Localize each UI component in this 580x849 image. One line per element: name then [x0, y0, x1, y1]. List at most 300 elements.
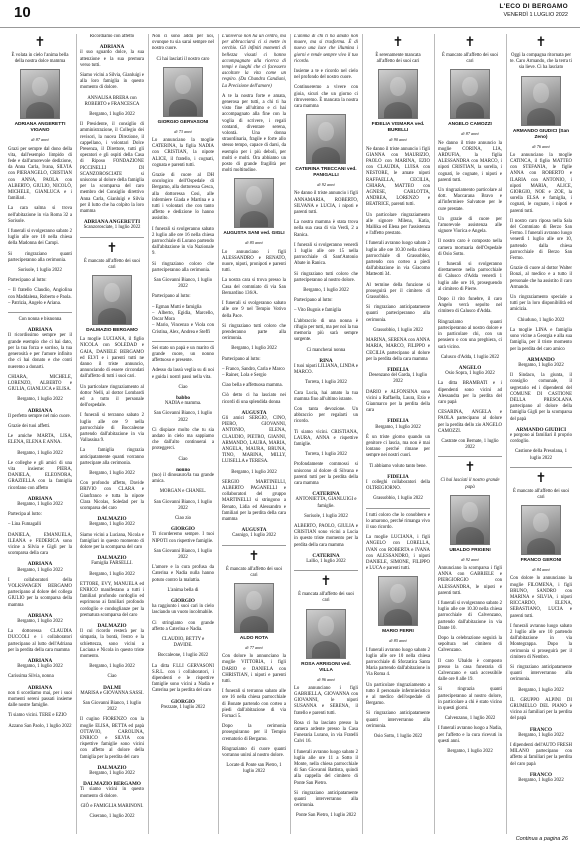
obituary-text: Con dolore lo annunciano la moglie FILOMENA, i figli BRUNO, SANDRO con MARINA e SILVIA, i nipoti RICCARDO, ELENA, SEBASTIANO, LUCIA e parenti tutti.	[510, 576, 572, 619]
condolence-list: – Egman Mutti e famiglia – Alberto, Egidia, Marcello, Oscar Mora – Mario, Vincenzo e Viola con Cristina, Alex, Andrea e Steffi	[152, 304, 214, 335]
deceased-age: di 85 anni	[245, 240, 263, 246]
deceased-name: FRANCO GERONI	[520, 558, 562, 564]
place-date: San Giovanni Bianco, 1 luglio 2022	[153, 278, 213, 290]
cross-icon: ✝	[106, 240, 118, 256]
notice-text: Con nonna e bisnonna	[18, 317, 62, 323]
notice-text: e porgono ai familiari il proprio cordoglio.	[510, 432, 572, 445]
condolence-label: Partecipa al lutto:	[8, 512, 42, 518]
notice-name: ADRIANA	[27, 327, 53, 334]
notice-name: DALMAZIO	[97, 764, 127, 771]
notice-text: La ditta F.LLI GERVASONI S.R.L. con i collaboratori, i dipendenti e le rispettive famiglie sono vicini a Nadia e Caterina per la perdita del caro	[152, 663, 214, 694]
obituary-text: La moglie LUCIANA, il figlio NICOLA con SOLEDAD e GAIA, DANIELE BERGAMO ed ELVI e i parenti tutti ne danno il triste annuncio, annunciando di essere circondati dall'affetto di tutti i suoi cari.	[80, 337, 144, 380]
obituary-text: Il caro Ubaldo è composto presso la casa funeraria di Calvenzano e sarà accessibile dalle ore 8 alle 19.	[438, 658, 502, 683]
obituary-text: I funerali si svolgeranno venerdì 1 luglio alle ore 15 nella parrocchiale di Sant'Antonio Abate in Ranica.	[294, 242, 358, 267]
condolence-label: Partecipano al lutto:	[222, 356, 261, 362]
obituary-quote: L'anima di chi ti ha amato non muore, ma si trasforma. È di nuovo una luce che illumina i giorni e rende sempre vivo il tuo ricordo.	[294, 34, 358, 64]
obituary-quote: L'universo non ha un centro, ma per abbracciarsi ci si mette in cerchio. Gli infiniti momenti di bellezza vissuti ci hanno accompagnato alla ricerca di tempi e luoghi che ci facessero ascoltare la vita come un respiro. (Da Chandra Candiani, La Precisione dell'amore)	[222, 34, 286, 89]
notice-name: nonno	[176, 466, 190, 473]
cross-icon: ✝	[464, 35, 476, 50]
obituary-text: Ringraziamo di cuore quanti vorranno unirsi al nostro dolore.	[222, 746, 286, 759]
deceased-photo	[234, 583, 274, 633]
deceased-name: ROSA ARRIGONI ved. VILLA	[301, 661, 351, 673]
place-date: San Giovanni Bianco, 1 luglio 2022	[153, 499, 213, 511]
notice-text: Le colleghe e gli amici di una vita insieme: PIERA, DANIELA, ELEONORA, GRAZIELLA con la famiglia ricordano con affetto	[8, 460, 72, 491]
deceased-age: di 85 anni	[389, 638, 407, 644]
obituary-text: I funerali si svolgeranno sabato alle ore 9 nel Tempio Votivo della Pace.	[222, 301, 286, 319]
obituary-intro: È mancato all'affetto dei suoi cari	[84, 258, 140, 270]
notice-text: Ciao zio	[174, 515, 192, 521]
notice-text: L'amore e la cura profusa da Caterina e Nadia nulla hanno potuto contro la malattia.	[152, 565, 214, 583]
obituary-text: Il nostro caro è composto nella camera mortuaria dell'Ospedale di Osio Sotto.	[438, 239, 502, 257]
deceased-photo	[92, 275, 132, 325]
notice-name: GIORGIO	[171, 598, 195, 604]
notice-name: RINA	[319, 357, 333, 364]
obituary-text: Dopo la cerimonia proseguiranno per il Tempio crematorio di Bergamo.	[222, 724, 286, 742]
place-date: Torreta, 1 luglio 2022	[305, 380, 347, 386]
obituary-intro: Ci hai lasciati il nostro caro	[156, 56, 210, 62]
continuation-note: Continua a pagina 26	[515, 836, 568, 842]
condolence-label: Partecipano al lutto:	[294, 298, 333, 304]
notice-name: FIDELIA	[387, 473, 409, 480]
obituary-text: Grazi per sempre dal dono della vita, dall'esempio limpido di fede e dall'amorevole dedizione, da Anna Carla, Ivana, SILVIA con PIERANGELO, CRISTIAN con ANNA, PAOLA con ALBERTO, GIULIO, NICOLÒ, MICHELE, GIANLUCA e i familiari.	[8, 146, 72, 202]
place-date: Bergamo, 1 luglio 2022	[375, 424, 421, 430]
obituary-text: Ringraziamo quanti parteciperanno al nostro dolore e in particolare chi, con un pensiero o con una preghiera, ci sarà vicino.	[438, 319, 502, 350]
place-date: Locate di Ponte san Pietro, 1 luglio 2022	[226, 763, 282, 775]
place-date: San Giovanni Bianco, 1 luglio 2022	[153, 548, 213, 560]
notice-text: Ti siamo vicini. CRISTIANA, LAURA, ANNA e rispettive famiglie.	[294, 429, 358, 447]
place-date: Ponte San Pietro, 1 luglio 2022	[296, 813, 356, 819]
notice-text: Gli amici SERGIO, CINO, PIERO, GIOVANNI, ANTONIO, ELENA, CLAUDIO, PIETRO, GIANNI, ARMANDO, LAURA, MARIA, ANGELA, MAURA, BRUNA, TINO, MARINA, MILLY, LUISELLA e TERESA.	[222, 415, 286, 465]
obituary-text: Dopo la celebrazione seguirà la sepoltura nel cimitero di Calvenzano.	[438, 635, 502, 654]
notice-text: Il ricordissimo sempre per il grande esempio che ci hai dato, per la tua forza e sorriso, la tua generosità e per l'amore infinito che ci hai donato e che conti nueremo a donarti.	[8, 333, 72, 370]
divider	[438, 456, 502, 457]
obituary-text: Ne danno il triste annuncio la moglie CORINA, LIA, ARDUFIA, la figlia ALESSANDRA con MARCO, i nipoti CRISTIAN, la sorella, i cognati, le cognate, i nipoti e parenti tutti.	[438, 140, 502, 183]
place-date: Bergamo, 1 luglio 2022	[447, 749, 493, 755]
deceased-age: di 87 anni	[461, 131, 479, 137]
obituary-text: Un ringraziamento speciale a tutti per la loro disponibilità ed amicizia.	[510, 295, 572, 313]
notice-text: È un triste giorno quando un genitore ci lascia, ma non è mai lontano perché rimane per sempre nei nostri cuori.	[366, 434, 430, 459]
divider	[510, 467, 572, 468]
notice-text: Le amiche MARTA, LISA, ELENA, ELENA E ANNA.	[8, 434, 72, 446]
deceased-photo	[20, 69, 60, 119]
notice-name: ADRIANA	[27, 658, 53, 665]
deceased-age: di 87 anni	[31, 137, 49, 143]
deceased-photo	[306, 609, 346, 659]
place-date: Torreta, 1 luglio 2022	[305, 452, 347, 458]
place-date: Bergamo, 1 luglio 2022	[231, 346, 277, 352]
place-date: Castrate con Bernate, 1 luglio 2022	[441, 438, 499, 451]
deceased-name: ALDO ROTA	[239, 636, 269, 641]
place-date: Ciserano, 1 luglio 2022	[89, 814, 135, 820]
place-date: Bergamo, 1 luglio 2022	[518, 778, 564, 784]
notice-text: ALBERTO, PAOLO, GIULIA e CRISTIAN sono vicini a Lucia in questo triste momento per la perdita della cara mamma	[294, 523, 358, 548]
notice-text: GIÒ e FAMIGLIA MARINONI.	[80, 803, 144, 809]
deceased-age: di 76 anni	[532, 143, 550, 149]
place-date: Grassobbio, 1 luglio 2022	[373, 496, 423, 502]
place-date: Prezzate, 1 luglio 2022	[160, 704, 206, 710]
notice-name: GIORGIO	[171, 698, 195, 705]
place-date: Bergamo, 1 luglio 2022	[89, 571, 135, 577]
notice-text: Sei stato un papà e un marito di grande cuore, un nonno affettuoso e presente.	[152, 345, 214, 364]
place-date: Sorisole, 1 luglio 2022	[304, 513, 348, 519]
obituary-text: Il nostro caro riposa nella Sala del Commiato di Berzo San Fermo. I funerali avranno luogo venerdì 1 luglio alle ore 10, partendo dalla chiesa parrocchiale di Berzo San Fermo.	[510, 218, 572, 262]
condolence-list: – Vito Bugnis e famiglia	[294, 308, 342, 314]
obituary-column-3	[152, 34, 214, 834]
notice-name: AUGUSTA	[241, 527, 267, 534]
obituary-quote: Ci hai lasciati il nostro grande papà	[440, 478, 500, 490]
obituary-text: Grazie di cuore al dottor Walter Bonzi, al medico e a tutto il personale che ha assistito il caro Armando.	[510, 266, 572, 290]
divider	[152, 341, 214, 342]
cross-icon: ✝	[535, 470, 547, 486]
obituary-intro: È volata in cielo l'anima bella della nostra dolce mamma	[11, 53, 69, 65]
place-date: Osio Sotto, 1 luglio 2022	[373, 734, 423, 740]
place-date: Castione della Presolana, 1 luglio 2022	[515, 449, 567, 461]
notice-text: Ci dispiace molto che tu sia andato in cielo ma sappiamo che dall'alto continuerai a proteggerci.	[152, 427, 214, 452]
publication-date: VENERDÌ 1 LUGLIO 2022	[503, 12, 568, 18]
obituary-text: Si ringraziano quanti parteciperanno alla cerimonia.	[8, 251, 72, 263]
notice-text: La dottoressa CLAUDIA DUCCOLI e i collaboratori partecipano al lutto dell'Adriana per la perdita della cara mamma	[8, 629, 72, 653]
deceased-name: MARIO FERRI	[382, 629, 414, 635]
obituary-text: I funerali si svolgeranno sabato 2 luglio alle ore 16 nella chiesa parrocchiale di Lurano partendo dall'abitazione in via Nazionale 9.	[152, 226, 214, 257]
place-date: Bergamo, 1 luglio 2022	[89, 470, 135, 476]
deceased-age: di 96 anni	[317, 676, 335, 682]
place-date: Osio Sopra, 1 luglio 2022	[445, 371, 495, 377]
notice-text: Profondamente commossi si uniscono al dolore di Silvana e parenti tutti per la perdita della cara mamma	[294, 462, 358, 486]
notice-text: Il Sindaco, la giunta, il consiglio comunale, il segretario ed i dipendenti del COMUNE DI CASTIONE DELLA PRESOLANA partecipano al dolore della famiglia Gigli per la scomparsa del papà	[510, 373, 572, 422]
notice-text: ANNALISA BRERA con ROBERTO e FRANCESCA	[84, 95, 140, 107]
obituary-text: Si ringraziano anticipatamente quanti interverranno alla cerimonia.	[366, 711, 430, 729]
column-divider	[506, 34, 507, 834]
place-date: Bergamo, 1 luglio 2022	[17, 397, 63, 403]
notice-text: Ci mancherai nonna	[306, 347, 346, 353]
obituary-column-2	[80, 34, 144, 834]
notice-text: NADIA e mamma.	[164, 401, 202, 407]
notice-text: Siamo vicini a Silvia, Gianluigi e alla loro famiglia in questo momento di dolore.	[80, 73, 144, 91]
notice-text: CLAUDIO, BETTY e DAVIDE.	[161, 637, 205, 649]
notice-name: ANGELO	[458, 364, 482, 371]
place-date: Chiuduno, 1 luglio 2022	[517, 317, 565, 323]
divider	[366, 508, 430, 509]
divider	[80, 237, 144, 238]
obituary-text: Si ringraziano anticipatamente quanti interverranno alla cerimonia.	[510, 665, 572, 683]
notice-text: IL GRUPPO ALPINI DI GRUMELLO DEL PIANO è vicino ai familiari per la perdita del papà	[510, 697, 572, 722]
obituary-text: Si ringraziano anticipatamente quanti interverranno alla cerimonia.	[294, 790, 358, 809]
page-number: 10	[14, 4, 31, 21]
deceased-photo	[521, 76, 561, 126]
notice-text: non ti scordiamo mai, per i suoi momenti sereni passati insieme dalle nostre famiglie.	[8, 690, 72, 709]
place-date: Bergamo, 1 luglio 2022	[518, 732, 564, 738]
notice-name: DALMAZIO	[97, 516, 127, 523]
obituary-text: Si ringraziano anticipatamente quanti parteciperanno alla cerimonia.	[366, 305, 430, 323]
obituary-intro: È mancato all'affetto dei suoi cari	[442, 53, 498, 65]
obituary-text: Grazie di cuore al DH oncologico dell'Ospedale di Bergamo, alla dottoressa Cesca, alla dottoressa Cosi, alle infermiere Giada e Martina e a tutti i volontari che con tanto affetto e dedizione lo hanno assistito.	[152, 173, 214, 222]
notice-name: ADRIANA	[99, 44, 125, 51]
obituary-column-4	[222, 34, 286, 834]
obituary-text: I funerali si svolgeranno sabato 2 luglio alle ore 10 nella chiesa della Madonna dei Campi.	[8, 229, 72, 247]
place-date: Bergamo, 1 luglio 2022	[17, 501, 63, 507]
place-date: Bergamo, 1 luglio 2022	[17, 664, 63, 670]
notice-text: Ti siamo vicini. TERE e EZIO	[8, 713, 67, 719]
cross-icon: ✝	[34, 35, 46, 50]
place-date: San Giovanni Bianco, 1 luglio 2022	[153, 411, 213, 423]
notice-text: I tuoi nipoti LILIANA, LINDA e MARCO.	[294, 363, 358, 376]
obituary-text: I funerali si svolgeranno direttamente nella parrocchiale di Calusco d'Adda venerdì 1 luglio alle ore 16, proseguendo al cimitero di Pierre.	[438, 262, 502, 292]
obituary-intro: Non ci sono addii per noi, ovunque tu sia sarai sempre nel nostro cuore.	[152, 34, 214, 52]
obituary-text: I funerali si terranno sabato 2 luglio alle ore 9 nella parrocchiale di Boccaleone partendo dall'abitazione in via Vallassina 9.	[80, 413, 144, 444]
notice-text: I dipendenti dell'AUTO FRESH MILANO partecipano con affetto ai familiari per la perdita del caro papà	[510, 743, 572, 767]
notice-name: ADRIANA	[27, 407, 53, 414]
notice-text: ha raggiunto i suoi cari in cielo lasciando un vuoto incolmabile.	[152, 604, 214, 616]
notice-text: Carissima Silvia, nonna	[8, 674, 54, 680]
obituary-text: La nostra cara si trova presso la Casa del commiato di via San Bernardino 136/A.	[222, 278, 286, 296]
notice-text: Ci stringiamo con grande affetto a Caterina e Nadia.	[152, 620, 214, 632]
obituary-intro: I tutti coloro che lo conobbero e lo amarono, perché rimanga vivo il suo ricordo.	[366, 512, 430, 530]
notice-name: ARMANDO	[527, 356, 555, 363]
obituary-text: Al termine della funzione si proseguirà per il cimitero di Grassobbio.	[366, 282, 430, 301]
obituary-intro: È mancato all'affetto dei suoi cari	[513, 488, 569, 500]
deceased-photo	[163, 67, 203, 117]
obituary-text: I funerali avranno luogo sabato 2 luglio alle ore 10.30 nella chiesa parrocchiale di Grassobbio, partendo con corteo a piedi dall'abitazione in via Giacomo Matteotti 34.	[366, 241, 430, 278]
column-divider	[290, 34, 291, 834]
notice-name: DALMAZIO	[97, 555, 127, 562]
condolence-list: – Il fratello Claudio, Angiolina con Maddalena, Roberto e Paola. – Patrizia, Angelo e Ariana.	[8, 288, 72, 306]
obituary-text: Un particolare ringraziamento a tutto il personale infermieristico e al medico dell'ospedale di Bergamo.	[366, 682, 430, 707]
notice-text: Ciao	[107, 674, 117, 680]
deceased-photo	[378, 69, 418, 119]
obituary-text: Ne danno il triste annuncio i figli ANNAMARIA, ROBERTO, SILVANA e LUCIA, i nipoti e parenti tutti.	[294, 191, 358, 216]
deceased-photo	[450, 495, 490, 545]
obituary-text: I funerali si terranno sabato alle ore 16 nella chiesa parrocchiale di Bonate partendo con corteo a piedi dall'abitazione di via Fornaci 5.	[222, 689, 286, 720]
notice-text: Il cugino FIORENZO con la moglie ELISA, BETTA ed papà OTTAVIO, CAROLINA, ENRICO e SILVIA con rispettive famiglie sono vicini con affetto al dolore della famiglia per la perdita del caro	[80, 717, 144, 760]
place-date: Bergamo, 1 luglio 2022	[17, 450, 63, 456]
notice-text: DARIO e ALFONSINA sono vicini a Raffaella, Laura, Ezio e Gianmarco per la perdita della cara	[366, 389, 430, 414]
notice-name: ARMANDO GIUDICI	[515, 426, 567, 433]
place-date: Calusco d'Adda, 1 luglio 2022	[440, 354, 500, 360]
notice-text: Ti ricorderemo sempre. I tuoi NIPOTI con rispettive famiglie.	[152, 532, 214, 544]
condolence-list: – Franco, Sandro, Carla e Marco – Rainer, Lola e Sergio	[222, 366, 285, 378]
notice-text: I collaboratori della VOLKSWAGEN BERGAMO partecipano al dolore del collega GIULIO per la scomparsa della mamma	[8, 577, 72, 608]
cross-icon: ✝	[464, 460, 476, 476]
obituary-text: Annunciano la scomparsa i figli ANNA con GABRIELE e PIERGIORGIO con ALESSANDRA, le nipoti e parenti tutti.	[438, 565, 502, 596]
newspaper-name: L'ECO DI BERGAMO	[499, 3, 568, 10]
condolence-list: – Lina Fumagalli	[8, 522, 42, 528]
notice-text: I colleghi collaboratori della OLTREGIORNO.	[366, 479, 430, 492]
notice-text: MARINA, SERENA con ANNA MARIA, MARCO, FILIPPO e CECILIA partecipano al dolore per la perdita della cara mamma	[366, 338, 430, 362]
notice-text: Con profondo affetto, Davide BRIVIO con CLARA e Gianfranco e tutta la nipote Clara Nicolas, Soledad per la scomparsa del caro	[80, 481, 144, 511]
notice-text: La ditta BRAMBATI e i dipendenti sono vicini ad Alessandra per la perdita del caro papà	[438, 381, 502, 405]
notice-name: GIORGIO	[171, 526, 195, 533]
deceased-age: di 92 anni	[461, 556, 479, 562]
obituary-column-7	[438, 34, 502, 834]
place-date: Sorisole, 1 luglio 2022	[18, 268, 62, 274]
deceased-age: di 90 anni	[389, 137, 407, 143]
obituary-column-5	[294, 34, 358, 834]
obituary-text: Ne danno il triste annuncio i figli GIANNA con MAURIZIO, PAOLO con MARINA, EZIO con CLAUDIA, LUISA con NESTORE, le amate nipoti RAFFAELLA, CECILIA, CHIARA, MATTEO con AGNESE, CARLOTTA, ANDREA, LORENZO e BEATRICE, parenti tutti.	[366, 146, 430, 208]
place-date: Desenzano del Garda, 1 luglio 2022	[368, 373, 428, 385]
deceased-photo	[234, 178, 274, 228]
deceased-age: di 77 anni	[245, 645, 263, 650]
notice-text: I funerali avranno luogo a Nadia, per l'affetto e la cura ricevuti in questi anni.	[438, 726, 502, 744]
deceased-name: AUGUSTA SANI ved. GIGLI	[223, 231, 285, 237]
notice-text: DANIELA, EMANUELA, ILEANA e FEDERICA sono vicine a Silvia e Gigli per la scomparsa della cara	[8, 532, 72, 557]
deceased-name: FIDELIA VISMARA ved. BURELLI	[371, 122, 425, 134]
deceased-name: ARMANDO GIUDICI (San Zeno)	[512, 128, 570, 140]
place-date: Bergamo, 1 luglio 2022	[231, 469, 277, 475]
notice-name: DALMI	[103, 684, 121, 691]
cross-icon: ✝	[392, 35, 404, 50]
obituary-text: Lo annunciano la moglie CATINCA, il figlio MATTEO con STEFANIA, le figlie ANNA con ROBERTO e ILARIA con ANTONIO, i nipoti MARIA, ALICE, GIORGIO, NOE e ZOE, la sorella ELSA e famiglia, i cognati, le cognate, i nipoti e parenti tutti.	[510, 152, 572, 214]
place-date: Boccaleone, 1 luglio 2022	[157, 653, 209, 659]
condolence-label: Partecipano al lutto:	[8, 278, 47, 284]
notice-name: AUGUSTA	[241, 409, 267, 416]
notice-text: Con tanta devozione. Un abbraccio per regalarti un ricordo.	[294, 406, 358, 425]
notice-text: La moglie LINA e famiglia sono vicine a Georgia e alla sua famiglia, per il triste momento per la perdita del caro amico	[510, 327, 572, 352]
obituary-text: I funerali avranno luogo sabato 2 luglio alle ore 10 partendo dall'abitazione in via Montegrappa. Dopo la cerimonia si proseguirà per il cimitero di Nembro.	[510, 623, 572, 660]
notice-text: CHIARA, MICHELE, LORENZO, ALBERTO e GIULIA, GIANLUCA e ELISA.	[8, 374, 72, 393]
obituary-text: Lo annunciano la moglie CATERINA, la figlia NADIA con CRISTIAN, la nipote ALICE, il fratello, i cognati, cognata e parenti tutti.	[152, 138, 214, 168]
place-date: Azzano San Paolo, 1 luglio 2022	[8, 723, 72, 729]
obituary-text: I funerali avranno luogo sabato 2 luglio alle ore 11 a Sotto il Monte, nella chiesa parrocchiale di San Giovanni Battista, quindi alla cappella del cimitero di Ponte San Pietro.	[294, 749, 358, 786]
column-divider	[148, 34, 149, 834]
obituary-intro: È mancato all'affetto dei suoi cari	[226, 566, 282, 578]
deceased-photo	[306, 114, 346, 164]
column-divider	[434, 34, 435, 834]
obituary-text: Con dolore lo annunciano la moglie VITTORIA, i figli DARIO e DANIELA con CHRISTIAN, i nipoti e parenti tutti.	[222, 654, 286, 685]
obituary-intro: È serenamente mancata all'affetto dei suoi cari	[375, 53, 421, 65]
cross-icon: ✝	[320, 574, 332, 590]
obituary-intro: È mancata all'affetto dei suoi cari	[298, 592, 354, 604]
obituary-text: Continueremo a vivere con gioia, sicuri che un giorno ci ritroveremo. È mancata la nostra cara mamma	[294, 85, 358, 110]
deceased-photo	[521, 505, 561, 555]
place-date: Calvenzano, 1 luglio 2022	[444, 716, 496, 722]
obituary-text: Si ringraziano coloro che parteciperanno alla cerimonia.	[152, 261, 214, 273]
notice-name: FRANCO	[529, 726, 553, 733]
notice-name: CATERINA	[312, 491, 340, 498]
deceased-name: ADRIANA ANGERETTI VIGANO	[14, 122, 66, 134]
place-date: Bergamo, 1 luglio 2022	[518, 687, 564, 693]
place-date: Bergamo, 1 luglio 2022	[89, 771, 135, 777]
obituary-text: I funerali avranno luogo sabato 2 luglio alle ore 10 nella chiesa parrocchiale di Sforzatica Santa Maria partendo dall'abitazione in Via Roma 4.	[366, 647, 430, 678]
notice-text: MORGAN e CHANEL.	[159, 489, 207, 495]
condolence-label: Partecipano al lutto:	[152, 294, 191, 300]
obituary-text: Lo annunciano i figli ALESSANDRO e RENATO, nuore, nipoti, pronipoti e parenti tutti.	[222, 249, 286, 274]
notice-name: ADRIANA	[27, 495, 53, 502]
place-date: Casnigo, 1 luglio 2022	[232, 533, 276, 539]
notice-text: Ciao	[178, 384, 188, 390]
notice-text: Cara Lucia, hai amato la tua mamma fino all'ultimo istante.	[294, 390, 358, 402]
obituary-text: La cara salma si trova nell'abitazione in via Roma 32 a Sorisole.	[8, 206, 72, 224]
notice-text: il suo sguardo dolce, la sua attenzione e la sua premura verso tutti.	[80, 50, 144, 68]
column-divider	[362, 34, 363, 834]
notice-name: CATERINA	[312, 552, 340, 559]
obituary-text: Lo annunciano i figli GABRIELLA, GIOVANNA con GIOVANNI, le nipoti SUSANNA e SERENA, il fratello e parenti tutti.	[294, 685, 358, 716]
notice-text: Ciò detto ci ha lasciato nei ricordi di una splendida donna	[222, 393, 286, 405]
deceased-name: UBALDO FRIGENI	[449, 547, 491, 553]
obituary-column-6	[366, 34, 430, 834]
obituary-text: Si ringraziano tutti coloro che prenderanno parte alla cerimonia.	[222, 323, 286, 342]
notice-text: Il perfetto sempre nel mio cuore.	[8, 413, 71, 419]
notice-text: Grazie dei tuoi affetti.	[8, 423, 51, 429]
obituary-text: Un particolare ringraziamento al dottor Nelli, al dottor Lombardi ed a tutto il personale dell'ospedale.	[80, 384, 144, 409]
obituary-column-1	[8, 34, 72, 834]
notice-name: FIDELIA	[387, 418, 409, 425]
notice-text: ETTORE, EVY, MANUELA ed ENRICO manifestano a tutti i familiari profondo cordoglio ed esprimono ai familiari profondo cordoglio e condoglianze per la prematura scomparsa del caro	[80, 581, 144, 618]
divider	[294, 570, 358, 571]
deceased-name: ANGELO CAMOZZI	[448, 122, 492, 128]
place-date: Lallio, 1 luglio 2022	[306, 558, 346, 564]
notice-text: Il Presidente, il consiglio di amministrazione, il Collegio dei revisori, la nuova Direzione, il cappellano, i volontari Dolce Presenza, il Direttore, tutti gli operatori e gli ospiti della Casa di Riposo FONDAZIONE PICCINELLI DI SCANZOROSCIATE si uniscono al dolore della famiglia per la scomparsa del caro membro del Consiglio direttivo Anna Carla, Gianluigi e Silvia per il lutto che ha colpito la loro mamma	[80, 122, 144, 215]
place-date: Bergamo, 1 luglio 2022	[303, 288, 349, 294]
deceased-age: di 84 anni	[532, 567, 550, 573]
notice-name: ADRIANA	[27, 612, 53, 619]
notice-text: Siamo vicini a Luciana, Nicola e famigliari in questo momento di dolore per la scomparsa del caro	[80, 532, 144, 550]
notice-name: ADRIANA ANGERETTI	[83, 219, 141, 226]
deceased-age: di 73 anni	[174, 128, 192, 134]
place-date: San Giovanni Bianco, 1 luglio 2022	[82, 701, 142, 713]
obituary-text: La famiglia ringrazia anticipatamente quanti vorranno partecipare alla cerimonia.	[80, 448, 144, 466]
obituary-text: A te la nostra forte e amata, generosa per tutti, a chi ti ha visto fine all'ultimo e ci hai accompagnato alla fine con la voglia di scrivere, i regali contanti, diventare serena, volontà. Una donna straordinaria, fragile e forte allo stesso tempo, capace di darsi, da esempio per i più deboli, per molti e molti. Ora abbiamo un posto di grande fragilità per molti moltitudine.	[222, 93, 286, 174]
obituary-text: Si ringraziano tutti coloro che parteciperanno al nostro dolore.	[294, 271, 358, 283]
cross-icon: ✝	[248, 548, 260, 564]
notice-name: FIDELIA	[387, 366, 409, 373]
deceased-age: di 92 anni	[317, 182, 335, 188]
obituary-text: Rosa ci ha lasciato presso la camera ardente presso la Casa Funeraria Lurano, in via Fratelli Calvi 16.	[294, 720, 358, 745]
notice-text: Ciao	[178, 456, 188, 462]
column-divider	[76, 34, 77, 834]
cross-icon: ✝	[535, 35, 547, 50]
notice-text: ANTONIETTA, GIANLUIGI e famiglie.	[295, 497, 357, 509]
place-date: Bergamo, 1 luglio 2022	[17, 619, 63, 624]
notice-name: DALMAZIO BERGAMO	[83, 781, 141, 788]
place-date: Bergamo, 1 luglio 2022	[17, 567, 63, 573]
place-date: Scanzorosciate, 1 luglio 2022	[83, 225, 141, 231]
page-header	[0, 0, 580, 28]
obituary-text: Si ringrazia quanti parteciperanno al nostro dolore, in particolare a chi è stato vicino in questi giorni.	[438, 687, 502, 712]
obituary-intro: Oggi la compagna ritornata per te. Caro Armando, che la terra ti sia lieve. Ci ha lasciato	[510, 53, 572, 71]
place-date: Bergamo, 1 luglio 2022	[89, 112, 135, 118]
deceased-name: DALMAZIO BERGAMO	[86, 328, 138, 334]
notice-text: MARISA e GIOVANNA SASSI.	[80, 690, 144, 696]
place-date: Bergamo, 1 luglio 2022	[89, 664, 135, 670]
notice-text: Adesso da lassù veglia su di noi e guida i nostri passi nella vita.	[152, 368, 214, 380]
divider	[222, 545, 286, 546]
notice-text: Ti abbiamo voluto tanto bene.	[369, 463, 427, 469]
obituary-column-8	[510, 34, 572, 834]
notice-text: SERGIO MARTINELLI, ALBERTO PAGANELLI e collaboratori del gruppo MARTINELLI si stringono a Renato, Lidia ed Alessandro e familiari per la perdita della cara mamma	[222, 479, 286, 522]
notice-text: Ricordiamo con affetto	[89, 34, 135, 39]
notice-name: ADRIANA	[27, 561, 53, 568]
notice-text: CESARINA, ANGELA e PAOLA partecipano al dolore per la perdita dello zio ANGELO CAMOZZI.	[438, 410, 502, 434]
deceased-name: GIORGIO GERVASONI	[157, 119, 209, 125]
obituary-text: La moglie LUCIANA, i figli ANGELO con LORELLA, IVAN con ROBERTA e IVANA con ALESSANDRO, i nipoti DANIELE, SIMONE, FILIPPO e LUCA e parenti tutti.	[366, 535, 430, 572]
deceased-name: CATERINA TRECCANI ved. PANIGALLI	[295, 167, 357, 179]
obituary-text: Insieme a te e ricordo nel cielo nel profondo del nostro cuore.	[294, 69, 358, 81]
notice-name: ADRIANA	[27, 684, 53, 691]
obituary-text: Dopo il rito funebre, il caro Angelo verrà sepolto nel cimitero di Calusco d'Adda.	[438, 297, 502, 315]
obituary-text: Un grazie di cuore per l'amorevole assistenza alle signore Viorica e Angela.	[438, 216, 502, 235]
obituary-text: Un ringraziamento particolare al dott. Maccarana Bravo e all'infermiere Salvatore per le cure prestate.	[438, 188, 502, 212]
obituary-text: Un particolare ringraziamento alle signore Milena, Katia, Mallika ed Elena per l'assistenza e l'affetto prestato.	[366, 212, 430, 237]
notice-text: Ti siamo vicini in questo momento di dolore.	[80, 787, 144, 799]
deceased-photo	[450, 69, 490, 119]
obituary-text: La nostra mamma è stata trova nella sua casa di via Verdi, 2 a Ranica.	[294, 220, 358, 238]
notice-text: Il cui ricordo resterà per la simpatia, la bontà, l'estro e la schiettezza, sono vicini a Luciana e Nicola in questo triste momento.	[80, 629, 144, 660]
notice-text: (tuo) il dinosauro/la tua grande amica.	[152, 472, 214, 485]
notice-text: Famiglia FARSELLI.	[91, 561, 133, 567]
notice-name: babbo	[176, 394, 190, 401]
place-date: Bergamo, 1 luglio 2022	[518, 362, 564, 368]
notice-name: DALMAZIO	[97, 623, 127, 630]
